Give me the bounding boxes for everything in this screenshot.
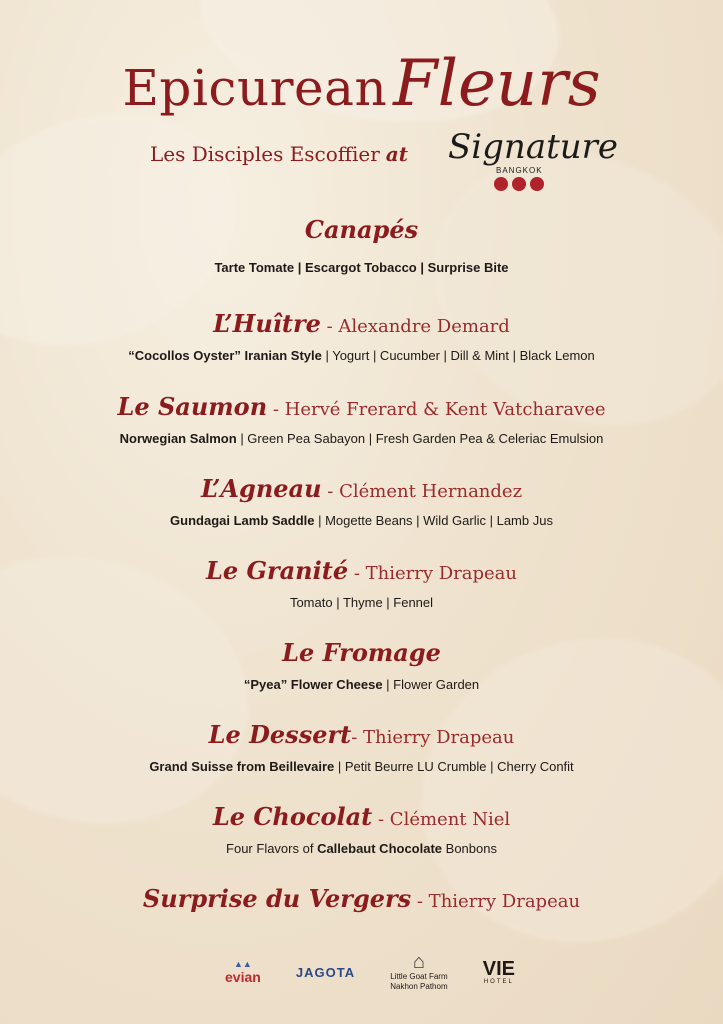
goat-farm-location: Nakhon Pathom: [390, 982, 448, 991]
vie-sub: HOTEL: [483, 979, 514, 985]
course-title: Surprise du Vergers: [142, 884, 412, 913]
course-items-rest: Tomato | Thyme | Fennel: [289, 595, 434, 610]
course-chef: - Clément Hernandez: [321, 481, 523, 502]
michelin-star-icon: [494, 177, 508, 191]
course-items-rest: | Mogette Beans | Wild Garlic | Lamb Jus: [314, 513, 553, 528]
evian-logo: [225, 960, 261, 985]
course-items: [0, 595, 723, 610]
mountain-icon: ▲▲: [233, 958, 252, 969]
course-items: [0, 348, 723, 363]
course-section: [0, 638, 723, 692]
course-chef: - Hervé Frerard & Kent Vatcharavee: [267, 399, 606, 420]
course-section: [0, 474, 723, 528]
title-part2: Fleurs: [393, 47, 601, 121]
course-title: Le Fromage: [282, 638, 441, 667]
michelin-star-icon: [530, 177, 544, 191]
course-section: [0, 720, 723, 774]
jagota-wordmark: JAGOTA: [295, 964, 356, 980]
goat-farm-name: Little Goat Farm: [390, 972, 448, 982]
course-section: [0, 309, 723, 363]
course-items-rest: | Petit Beurre LU Crumble | Cherry Confit: [334, 759, 574, 774]
course-title: L’Agneau: [200, 474, 322, 503]
course-section: [0, 215, 723, 275]
course-items-rest: Bonbons: [442, 841, 497, 856]
course-items-bold: “Pyea” Flower Cheese: [243, 677, 383, 692]
course-items-rest: | Flower Garden: [382, 677, 480, 692]
course-title: Le Dessert: [208, 720, 352, 749]
course-items-pre: Four Flavors of: [226, 841, 318, 856]
michelin-stars: [494, 177, 544, 191]
michelin-star-icon: [512, 177, 526, 191]
course-chef: - Thierry Drapeau: [351, 727, 515, 748]
subtitle-at: at: [385, 142, 408, 166]
course-chef: - Alexandre Demard: [320, 316, 510, 337]
course-items: [0, 513, 723, 528]
course-items-rest: | Yogurt | Cucumber | Dill & Mint | Black Lemon: [321, 348, 595, 363]
course-items: [0, 260, 723, 275]
course-title: Le Saumon: [117, 392, 268, 421]
evian-wordmark: evian: [225, 968, 261, 985]
signature-wordmark: Signature: [448, 127, 619, 167]
course-section: [0, 556, 723, 610]
signature-city: BANGKOK: [496, 166, 543, 175]
course-items: [0, 841, 723, 856]
signature-logo: [448, 127, 619, 194]
course-section: [0, 884, 723, 913]
course-title: Le Granité: [205, 556, 349, 585]
vie-wordmark: VIE: [482, 958, 515, 980]
course-items-bold: Callebaut Chocolate: [317, 841, 443, 856]
little-goat-farm-logo: [390, 952, 447, 991]
course-section: [0, 802, 723, 856]
course-items: [0, 431, 723, 446]
course-title: Canapés: [304, 215, 419, 244]
vie-hotel-logo: [483, 959, 515, 985]
course-chef: - Clément Niel: [372, 809, 511, 830]
sponsor-logos: [225, 948, 515, 996]
course-items-bold: Tarte Tomate | Escargot Tobacco | Surprise Bite: [214, 260, 509, 275]
goat-icon: ⌂: [412, 951, 425, 974]
course-chef: - Thierry Drapeau: [411, 891, 581, 912]
course-items-rest: | Green Pea Sabayon | Fresh Garden Pea & Celeriac Emulsion: [236, 431, 604, 446]
course-items-bold: Norwegian Salmon: [119, 431, 237, 446]
course-items: [0, 677, 723, 692]
course-title: L’Huître: [213, 309, 321, 338]
course-items-bold: Gundagai Lamb Saddle: [170, 513, 315, 528]
course-chef: - Thierry Drapeau: [348, 563, 518, 584]
course-items-bold: Grand Suisse from Beillevaire: [149, 759, 335, 774]
jagota-logo: [296, 965, 355, 980]
subtitle-text: Les Disciples Escoffier: [150, 142, 380, 166]
course-items: [0, 759, 723, 774]
title-part1: Epicurean: [122, 59, 388, 117]
course-section: [0, 392, 723, 446]
course-items-bold: “Cocollos Oyster” Iranian Style: [128, 348, 322, 363]
page-title: [0, 47, 723, 121]
course-title: Le Chocolat: [212, 802, 373, 831]
